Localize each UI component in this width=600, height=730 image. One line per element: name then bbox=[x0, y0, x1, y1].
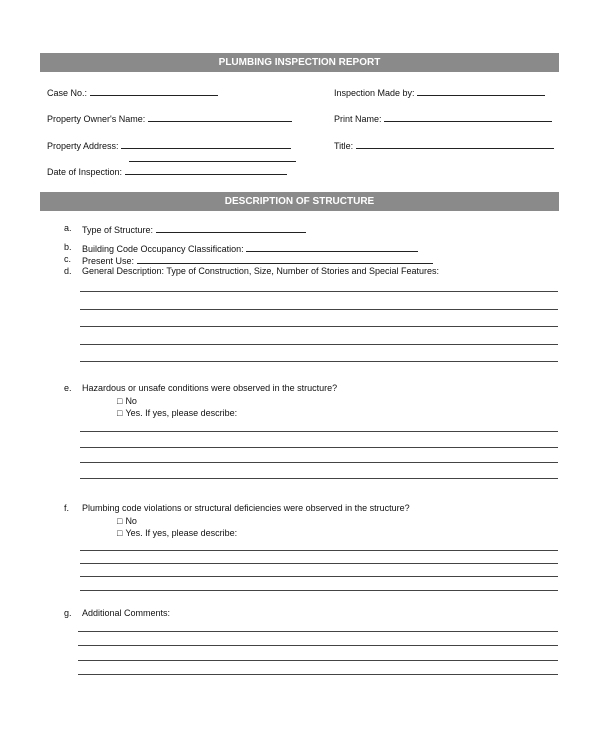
additional-comments-label: Additional Comments: bbox=[82, 608, 171, 618]
hazard-no-label: No bbox=[125, 396, 137, 406]
hazard-yes-option[interactable] bbox=[117, 408, 237, 419]
hazard-description-line[interactable] bbox=[80, 478, 558, 479]
checkbox-icon[interactable]: □ bbox=[117, 408, 123, 418]
violations-description-line[interactable] bbox=[80, 576, 558, 577]
violations-description-line[interactable] bbox=[80, 563, 558, 564]
description-line[interactable] bbox=[80, 291, 558, 292]
checkbox-icon[interactable]: □ bbox=[117, 396, 123, 406]
structure-type-label: Type of Structure: bbox=[82, 225, 154, 235]
owner-name-field bbox=[47, 112, 292, 125]
item-e-marker: e. bbox=[64, 383, 72, 393]
title-label: Title: bbox=[334, 141, 354, 151]
owner-name-line[interactable] bbox=[148, 112, 292, 122]
print-name-field bbox=[334, 112, 552, 125]
report-title-bar bbox=[40, 53, 559, 72]
comments-line[interactable] bbox=[78, 645, 558, 646]
structure-heading-bar bbox=[40, 192, 559, 211]
owner-name-label: Property Owner's Name: bbox=[47, 114, 146, 124]
violations-no-option[interactable] bbox=[117, 516, 137, 527]
present-use-line[interactable] bbox=[137, 254, 433, 264]
item-c-marker: c. bbox=[64, 254, 72, 264]
hazard-description-line[interactable] bbox=[80, 431, 558, 432]
address-line-2[interactable] bbox=[129, 161, 296, 162]
hazard-description-line[interactable] bbox=[80, 447, 558, 448]
date-field bbox=[47, 165, 287, 178]
violations-no-label: No bbox=[125, 516, 137, 526]
violations-description-line[interactable] bbox=[80, 590, 558, 591]
structure-type-line[interactable] bbox=[156, 223, 306, 233]
violations-yes-option[interactable] bbox=[117, 528, 237, 539]
comments-line[interactable] bbox=[78, 674, 558, 675]
violations-yes-label: Yes. If yes, please describe: bbox=[125, 528, 238, 538]
description-line[interactable] bbox=[80, 326, 558, 327]
title-line[interactable] bbox=[356, 139, 554, 149]
case-no-label: Case No.: bbox=[47, 88, 88, 98]
report-title: PLUMBING INSPECTION REPORT bbox=[218, 57, 381, 68]
occupancy-class-line[interactable] bbox=[246, 242, 418, 252]
comments-line[interactable] bbox=[78, 631, 558, 632]
structure-type-field bbox=[82, 223, 306, 236]
description-line[interactable] bbox=[80, 361, 558, 362]
violations-description-line[interactable] bbox=[80, 550, 558, 551]
item-a-marker: a. bbox=[64, 223, 72, 233]
checkbox-icon[interactable]: □ bbox=[117, 516, 123, 526]
item-d-marker: d. bbox=[64, 266, 72, 276]
description-line[interactable] bbox=[80, 309, 558, 310]
occupancy-class-label: Building Code Occupancy Classification: bbox=[82, 244, 244, 254]
item-f-marker: f. bbox=[64, 503, 70, 513]
print-name-label: Print Name: bbox=[334, 114, 382, 124]
case-no-field bbox=[47, 86, 218, 99]
structure-heading: DESCRIPTION OF STRUCTURE bbox=[224, 196, 375, 207]
violations-question: Plumbing code violations or structural deficiencies were observed in the structure? bbox=[82, 503, 410, 513]
title-field bbox=[334, 139, 554, 152]
checkbox-icon[interactable]: □ bbox=[117, 528, 123, 538]
case-no-line[interactable] bbox=[90, 86, 218, 96]
hazard-description-line[interactable] bbox=[80, 462, 558, 463]
hazard-no-option[interactable] bbox=[117, 396, 137, 407]
comments-line[interactable] bbox=[78, 660, 558, 661]
date-line[interactable] bbox=[125, 165, 287, 175]
made-by-field bbox=[334, 86, 545, 99]
item-g-marker: g. bbox=[64, 608, 72, 618]
made-by-label: Inspection Made by: bbox=[334, 88, 415, 98]
made-by-line[interactable] bbox=[417, 86, 545, 96]
hazard-question: Hazardous or unsafe conditions were observed in the structure? bbox=[82, 383, 338, 393]
hazard-yes-label: Yes. If yes, please describe: bbox=[125, 408, 238, 418]
address-field bbox=[47, 139, 291, 152]
address-line-1[interactable] bbox=[121, 139, 291, 149]
general-description-label: General Description: Type of Construction, Size, Number of Stories and Special Features: bbox=[82, 266, 440, 276]
item-b-marker: b. bbox=[64, 242, 72, 252]
description-line[interactable] bbox=[80, 344, 558, 345]
address-label: Property Address: bbox=[47, 141, 119, 151]
date-label: Date of Inspection: bbox=[47, 167, 123, 177]
present-use-label: Present Use: bbox=[82, 256, 135, 266]
print-name-line[interactable] bbox=[384, 112, 552, 122]
